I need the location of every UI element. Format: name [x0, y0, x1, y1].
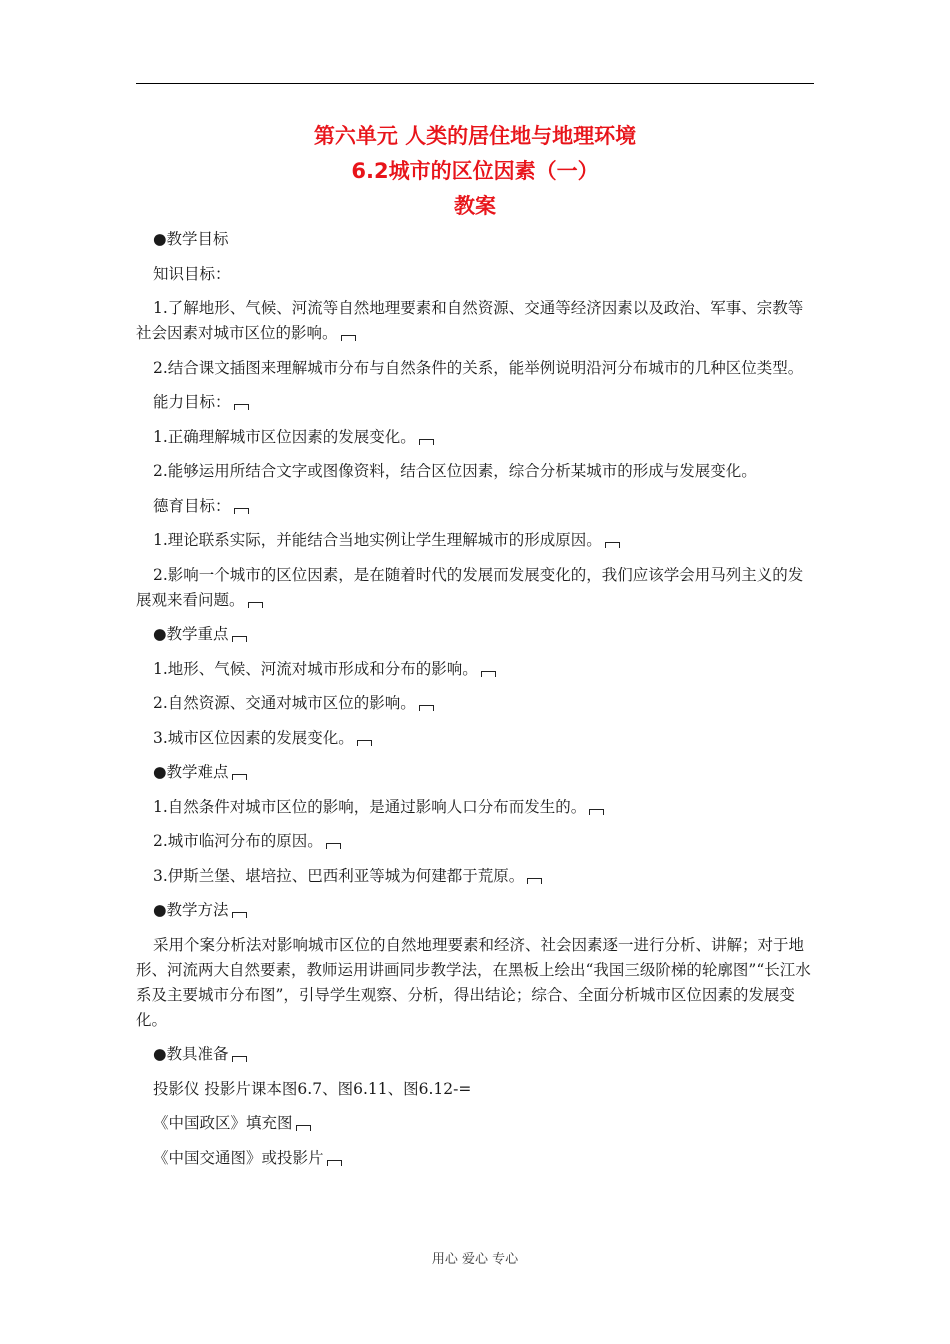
paragraph-text: 德育目标：	[153, 496, 231, 515]
paragraph	[136, 390, 816, 415]
paragraph-text: 2.城市临河分布的原因。	[153, 832, 323, 850]
paragraph-text: 1.了解地形、气候、河流等自然地理要素和自然资源、交通等经济因素以及政治、军事、宗教等社会因素对城市区位的影响。	[136, 299, 804, 342]
paragraph	[136, 864, 816, 889]
return-mark-icon	[481, 671, 496, 677]
lesson-title: 6.2城市的区位因素（一）	[351, 159, 599, 183]
unit-title: 第六单元 人类的居住地与地理环境	[313, 124, 637, 148]
page-footer: 用心 爱心 专心	[431, 1252, 519, 1267]
paragraph	[136, 1111, 816, 1136]
paragraph	[136, 1042, 816, 1067]
paragraph	[136, 657, 816, 682]
return-mark-icon	[589, 809, 604, 815]
paragraph-text: ●教学目标	[153, 230, 229, 248]
header-rule	[136, 83, 814, 84]
paragraph	[136, 563, 816, 613]
paragraph-text: 能力目标：	[153, 393, 231, 411]
paragraph-text: 1.自然条件对城市区位的影响，是通过影响人口分布而发生的。	[153, 797, 587, 816]
paragraph-text: 知识目标：	[153, 264, 231, 283]
paragraph-text: 2.结合课文插图来理解城市分布与自然条件的关系，能举例说明沿河分布城市的几种区位类型。	[153, 358, 804, 377]
paragraph	[136, 356, 816, 381]
paragraph	[136, 760, 816, 785]
paragraph-text: ●教学重点	[153, 625, 229, 643]
paragraph	[136, 691, 816, 716]
paragraph-text: 2.影响一个城市的区位因素，是在随着时代的发展而发展变化的，我们应该学会用马列主义的发展观来看问题。	[136, 565, 804, 609]
paragraph	[136, 933, 816, 1033]
return-mark-icon	[248, 602, 263, 608]
paragraph	[136, 829, 816, 854]
return-mark-icon	[419, 705, 434, 711]
return-mark-icon	[232, 636, 247, 642]
paragraph-text: 3.伊斯兰堡、堪培拉、巴西利亚等城为何建都于荒原。	[153, 866, 525, 885]
paragraph-text: 2.能够运用所结合文字或图像资料，结合区位因素，综合分析某城市的形成与发展变化。	[153, 462, 757, 480]
return-mark-icon	[232, 912, 247, 918]
paragraph	[136, 1077, 816, 1102]
return-mark-icon	[234, 404, 249, 410]
paragraph	[136, 1146, 816, 1171]
paragraph	[136, 898, 816, 923]
paragraph-text: ●教具准备	[153, 1045, 229, 1063]
paragraph-text: 《中国交通图》或投影片	[153, 1148, 324, 1167]
paragraph	[136, 262, 816, 287]
return-mark-icon	[234, 508, 249, 514]
paragraph-text: 《中国政区》填充图	[153, 1114, 293, 1132]
paragraph-text: 投影仪 投影片课本图6.7、图6.11、图6.12-=	[153, 1079, 472, 1098]
paragraph-text: 2.自然资源、交通对城市区位的影响。	[153, 694, 416, 712]
paragraph	[136, 528, 816, 553]
return-mark-icon	[357, 740, 372, 746]
return-mark-icon	[327, 1160, 342, 1166]
paragraph-text: 1.正确理解城市区位因素的发展变化。	[153, 427, 416, 446]
return-mark-icon	[605, 542, 620, 548]
return-mark-icon	[527, 878, 542, 884]
paragraph	[136, 622, 816, 647]
paragraph	[136, 425, 816, 450]
return-mark-icon	[296, 1125, 311, 1131]
return-mark-icon	[232, 774, 247, 780]
paragraph	[136, 459, 816, 484]
document-body	[136, 227, 816, 1180]
doc-type-title: 教案	[454, 194, 496, 218]
return-mark-icon	[326, 843, 341, 849]
paragraph-text: 1.理论联系实际，并能结合当地实例让学生理解城市的形成原因。	[153, 531, 602, 549]
paragraph	[136, 795, 816, 820]
paragraph	[136, 296, 816, 346]
return-mark-icon	[341, 335, 356, 341]
paragraph-text: 3.城市区位因素的发展变化。	[153, 728, 354, 747]
paragraph-text: 1.地形、气候、河流对城市形成和分布的影响。	[153, 659, 478, 678]
paragraph-text: ●教学方法	[153, 901, 229, 919]
return-mark-icon	[232, 1056, 247, 1062]
paragraph	[136, 494, 816, 519]
return-mark-icon	[419, 439, 434, 445]
paragraph-text: 采用个案分析法对影响城市区位的自然地理要素和经济、社会因素逐一进行分析、讲解；对于地形、河流两大自然要素，教师运用讲画同步教学法，在黑板上绘出“我国三级阶梯的轮廓图”“长江水系及主要城市分布图”，引导学生观察、分析，得出结论；综合、全面分析城市区位因素的发展变化。	[136, 935, 811, 1029]
paragraph-text: ●教学难点	[153, 763, 229, 781]
paragraph	[136, 726, 816, 751]
paragraph	[136, 227, 816, 252]
